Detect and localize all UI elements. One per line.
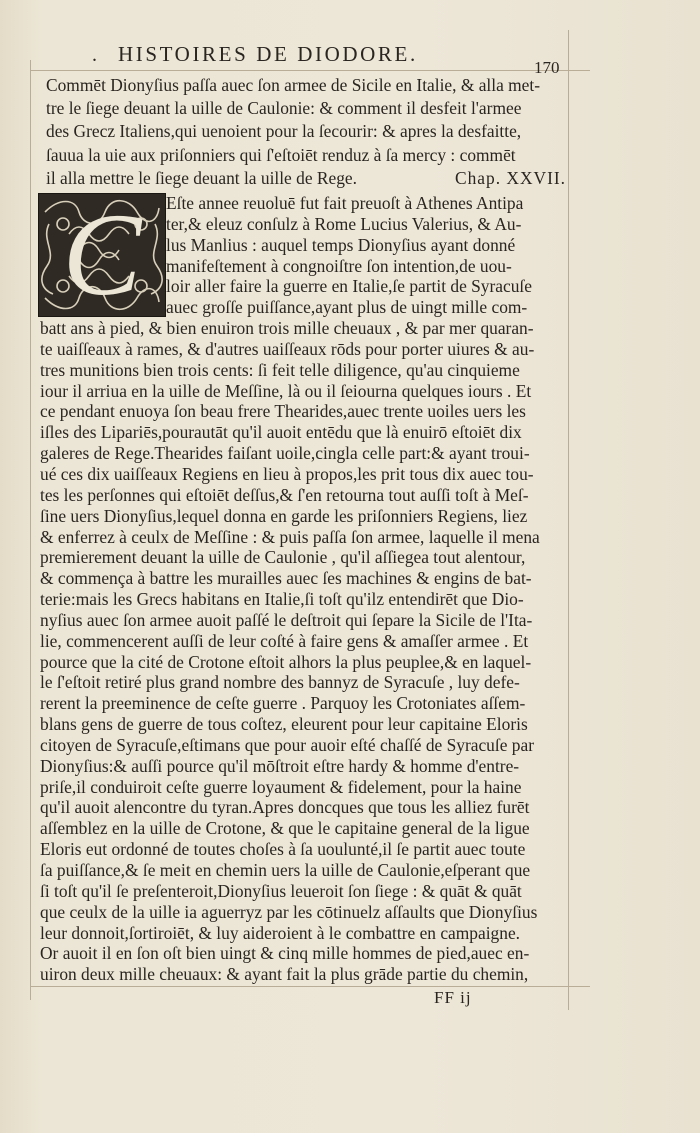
body-line: Eloris eut ordonné de toutes choſes à ſa uoulunté,il ſe partit auec toute (40, 839, 526, 860)
summary-line: ſauua la uie aux priſonniers qui ſ'eſtoiēt renduz à ſa mercy : commēt (46, 144, 516, 165)
body-line: galeres de Rege.Thearides faiſant uoile,cingla celle part:& ayant troui- (40, 443, 530, 464)
body-line: iſles des Lipariēs,pourautāt qu'il auoit entēdu que là enuirō eſtoiēt dix (40, 422, 522, 443)
body-line: auec groſſe puiſſance,ayant plus de uingt mille com- (166, 297, 528, 318)
body-line: lie, commencerent auſſi de leur coſté à faire gens & amaſſer armee . Et (40, 630, 529, 651)
margin-rule-right (568, 30, 569, 1010)
body-line: uiron deux mille cheuaux: & ayant fait la plus grāde partie du chemin, (40, 964, 529, 985)
body-line: iour il arriua en la uille de Meſſine, là ou il ſeiourna quelques iours . Et (40, 380, 532, 401)
body-line: & commença à battre les murailles auec ſes machines & engins de bat- (40, 568, 532, 589)
body-line: lus Manlius : auquel temps Dionyſius ayant donné (166, 234, 516, 255)
signature-mark: FF ij (434, 988, 472, 1007)
body-line: tres munitions bien trois cents: ſi feit telle diligence, qu'au cinquieme (40, 359, 520, 380)
body-line: pource que la cité de Crotone eſtoit alhors la plus peuplee,& en laquel- (40, 651, 532, 672)
body-text (40, 193, 560, 985)
summary-line: il alla mettre le ſiege deuant la uille de Rege. (46, 167, 357, 188)
body-line: ſine uers Dionyſius,lequel donna en garde les priſonniers Regiens, liez (40, 505, 528, 526)
body-line: qu'il auoit alencontre du tyran.Apres doncques que tous les alliez furēt (40, 797, 530, 818)
body-line: tes les perſonnes qui eſtoiēt deſſus,& ſ'en retourna tout auſſi toſt à Meſ- (40, 484, 529, 505)
folio-number: 170 (534, 58, 560, 77)
body-line: aſſemblez en la uille de Crotone, & que le capitaine general de la ligue (40, 818, 530, 839)
summary-line: tre le ſiege deuant la uille de Caulonie: & comment il desfeit l'armee (46, 98, 522, 119)
body-line: te uaiſſeaux à rames, & d'autres uaiſſeaux rōds pour porter uiures & au- (40, 338, 535, 359)
running-head-dot: . (92, 44, 97, 66)
body-line: ué ces dix uaiſſeaux Regiens en lieu à propos,les prit tous dix auec tou- (40, 463, 534, 484)
body-line: ce pendant enuoya ſon beau frere Thearides,auec trente uoiles uers les (40, 401, 526, 422)
body-line: ter,& eleuz conſulz à Rome Lucius Valerius, & Au- (166, 213, 522, 234)
chapter-label: Chap. XXVII. (454, 167, 566, 188)
body-line: leur donnoit,ſortiroiēt, & luy aideroient à le combattre en campaigne. (40, 922, 521, 943)
initial-letter: C (62, 193, 142, 317)
body-line: terie:mais les Grecs habitans en Italie,ſi toſt qu'ilz entendirēt que Dio- (40, 589, 524, 610)
body-line: nyſius auec ſon armee auoit paſſé le deſtroit qui ſepare la Sicile de l'Ita- (40, 609, 533, 630)
body-line: rerent la preeminence de ceſte guerre . Parquoy les Crotoniates aſſem- (40, 693, 526, 714)
body-line: ſa puiſſance,& ſe meit en chemin uers la uille de Caulonie,eſperant que (40, 860, 531, 880)
body-line: Eſte annee reuoluē fut fait preuoſt à Athenes Antipa (166, 193, 524, 213)
body-line: ſi toſt qu'il ſe preſenteroit,Dionyſius leueroit ſon ſiege : & quāt & quāt (40, 880, 522, 901)
margin-rule-left (30, 60, 31, 1000)
body-line: priſe,il conduiroit ceſte guerre loyaument & fidelement, pour la haine (40, 776, 522, 797)
body-line: citoyen de Syracuſe,eſtimans que pour auoir eſté chaſſé de Syracuſe par (40, 734, 534, 755)
body-line: que ceulx de la uille ia aguerryz par les cōtinuelz aſſaults que Dionyſius (40, 901, 538, 922)
running-head: HISTOIRES DE DIODORE. (118, 42, 418, 66)
margin-rule-bottom (30, 986, 590, 987)
margin-rule-top (30, 70, 590, 71)
body-line: manifeſtement à congnoiſtre ſon intention,de uou- (166, 255, 512, 276)
body-line: & enferrez à ceulx de Meſſine : & puis paſſa ſon armee, laquelle il mena (40, 526, 540, 547)
summary-last-line (46, 167, 566, 190)
body-line: loir aller faire la guerre en Italie,ſe partit de Syracuſe (166, 276, 532, 297)
body-line: blans gens de guerre de tous coſtez, eleurent pour leur capitaine Eloris (40, 714, 528, 735)
body-line: Dionyſius:& auſſi pource qu'il mōſtroit eſtre hardy & homme d'entre- (40, 755, 520, 776)
body-line: premierement deuant la uille de Caulonie , qu'il aſſiegea tout alentour, (40, 547, 526, 568)
body-line: Or auoit il en ſon oſt bien uingt & cinq mille hommes de pied,auec en- (40, 943, 530, 964)
summary-line: des Grecz Italiens,qui uenoient pour la ſecourir: & apres la desfaitte, (46, 121, 522, 142)
body-line: batt ans à pied, & bien enuiron trois mille cheuaux , & par mer quaran- (40, 318, 534, 339)
body-line: le ſ'eſtoit retiré plus grand nombre des bannyz de Syracuſe , luy defe- (40, 672, 520, 693)
summary-line: Commēt Dionyſius paſſa auec ſon armee de Sicile en Italie, & alla met- (46, 75, 541, 95)
chapter-summary (46, 74, 566, 190)
